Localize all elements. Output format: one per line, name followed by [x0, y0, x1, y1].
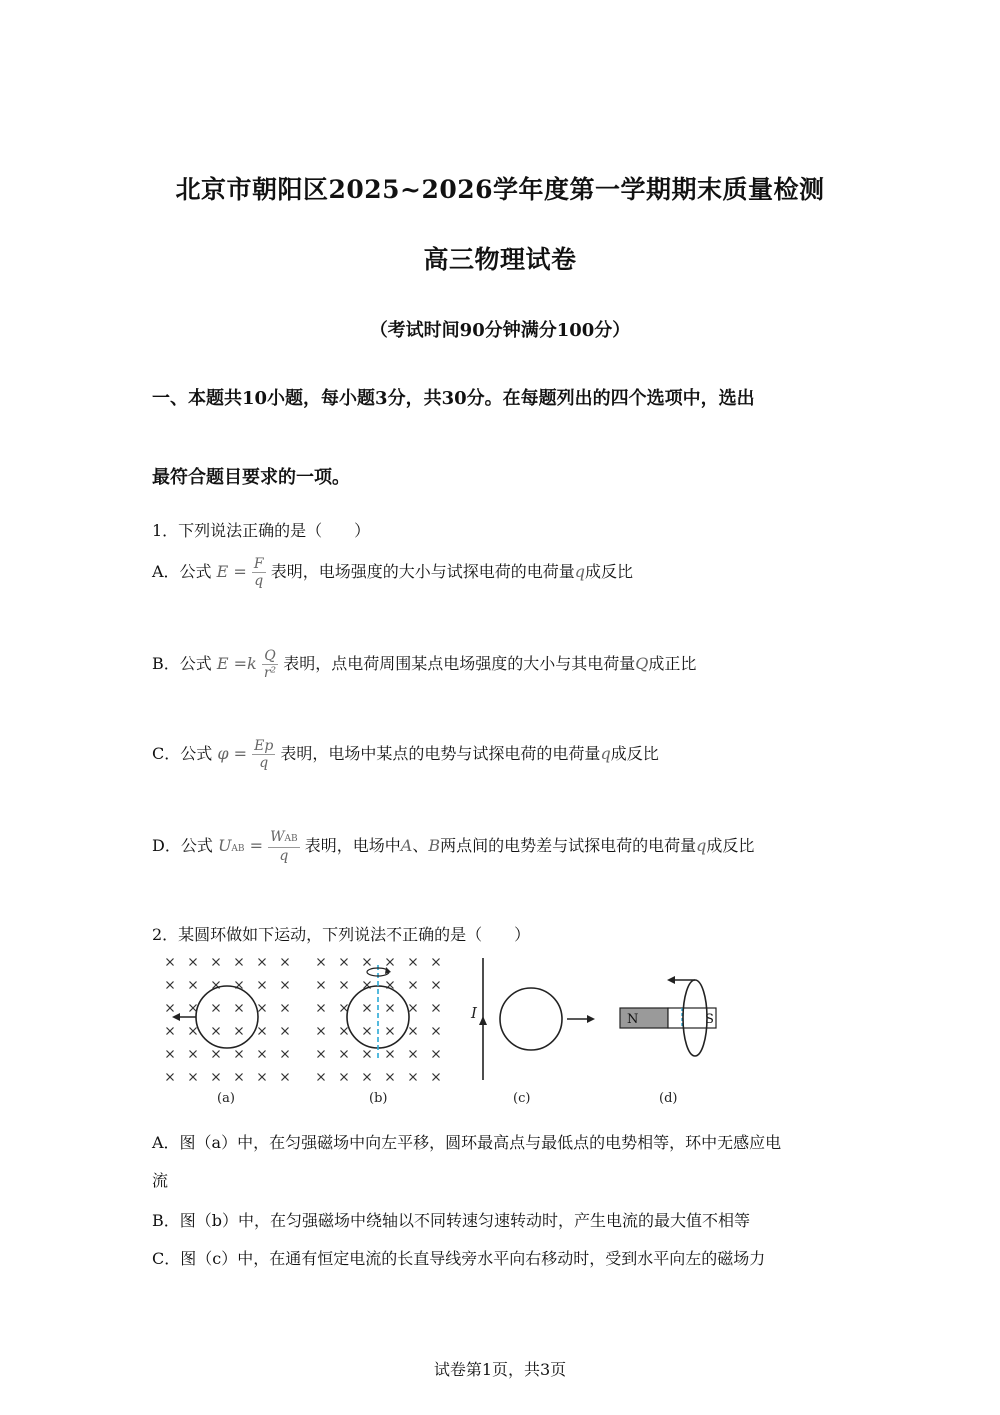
formula-var: q — [574, 562, 585, 581]
page-title: 北京市朝阳区2025~2026学年度第一学期期末质量检测 — [175, 175, 825, 204]
figure-label-a: (a) — [217, 1091, 235, 1106]
page-subtitle: 高三物理试卷 — [423, 245, 577, 274]
figure-label-d: (d) — [659, 1091, 678, 1106]
formula-var: q — [696, 836, 707, 855]
formula-fraction: $\frac{Ep}{q}$ — [254, 738, 274, 771]
svg-text:S: S — [705, 1012, 714, 1027]
option-tail: 成反比 — [706, 836, 755, 855]
question-2-option-a-line2: 流 — [152, 1171, 169, 1190]
formula-fraction: $\frac{Q}{\text{r²}}$ — [263, 648, 277, 681]
question-2-figure — [155, 950, 735, 1110]
formula-var: B — [428, 836, 441, 855]
figure-label-c: (c) — [513, 1091, 531, 1106]
question-1-stem: 1．下列说法正确的是（ ） — [152, 521, 371, 540]
exam-info: （考试时间90分钟满分100分） — [369, 320, 631, 341]
formula-left: φ = — [217, 744, 248, 763]
formula-fraction: $\frac{\text{WAB}}{q}$ — [270, 829, 298, 864]
formula-var: q — [600, 744, 611, 763]
section-heading-line1: 一、本题共10小题，每小题3分，共30分。在每题列出的四个选项中，选出 — [152, 388, 755, 409]
svg-text:N: N — [627, 1012, 639, 1027]
question-1-option-c — [152, 738, 659, 771]
ring-c — [500, 988, 562, 1050]
option-text: 两点间的电势差与试探电荷的电荷量 — [440, 836, 697, 855]
option-tail: 成正比 — [648, 654, 697, 673]
magnetic-field-crosses-a — [167, 959, 289, 1081]
formula-fraction: $\frac{F}{q}$ — [253, 556, 264, 589]
option-tail: 成反比 — [585, 562, 634, 581]
option-text: 表明，点电荷周围某点电场强度的大小与其电荷量 — [283, 654, 636, 673]
separator: 、 — [412, 836, 429, 855]
question-2-option-a-line1: A．图（a）中，在匀强磁场中向左平移，圆环最高点与最低点的电势相等，环中无感应电 — [152, 1133, 782, 1152]
question-1-option-a — [152, 556, 633, 589]
question-2-option-c: C．图（c）中，在通有恒定电流的长直导线旁水平向右移动时，受到水平向左的磁场力 — [152, 1249, 766, 1268]
formula-left: E =k — [216, 654, 257, 673]
question-1-option-d — [152, 829, 754, 864]
question-1-option-b — [152, 648, 696, 681]
formula-var: Q — [635, 654, 649, 673]
option-text: 表明，电场强度的大小与试探电荷的电荷量 — [270, 562, 575, 581]
figure-label-b: (b) — [369, 1091, 388, 1106]
option-tail: 成反比 — [610, 744, 659, 763]
question-2-stem: 2．某圆环做如下运动，下列说法不正确的是（ ） — [152, 925, 531, 944]
option-prefix: D．公式 — [152, 836, 213, 855]
option-text: 表明，电场中某点的电势与试探电荷的电荷量 — [280, 744, 601, 763]
ring-a — [196, 986, 258, 1048]
formula-left: UAB = — [217, 836, 264, 855]
current-label: I — [471, 1004, 477, 1022]
page-footer: 试卷第1页，共3页 — [433, 1360, 567, 1379]
option-text: 表明，电场中 — [304, 836, 401, 855]
option-prefix: A．公式 — [152, 562, 212, 581]
formula-var: A — [400, 836, 413, 855]
option-prefix: B．公式 — [152, 654, 212, 673]
section-heading-line2: 最符合题目要求的一项。 — [152, 467, 350, 488]
question-2-option-b: B．图（b）中，在匀强磁场中绕轴以不同转速匀速转动时，产生电流的最大值不相等 — [152, 1211, 751, 1230]
formula-left: E = — [216, 562, 247, 581]
option-prefix: C．公式 — [152, 744, 213, 763]
